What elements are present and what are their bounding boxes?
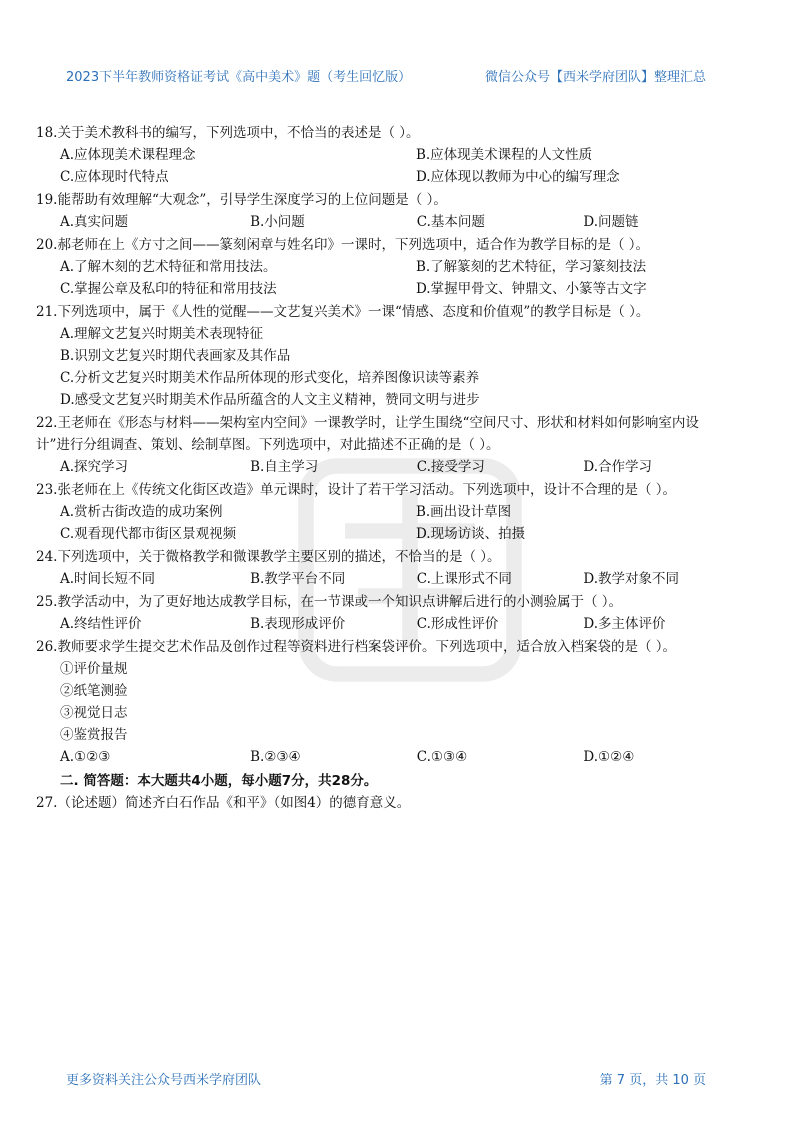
option-c: C.上课形式不同 bbox=[416, 571, 512, 587]
question-21 bbox=[36, 301, 726, 411]
question-stem: 26.教师要求学生提交艺术作品及创作过程等资料进行档案袋评价。下列选项中，适合放入档案袋的是（ ）。 bbox=[36, 639, 677, 655]
option-c: C.分析文艺复兴时期美术作品所体现的形式变化，培养图像识读等素养 bbox=[60, 370, 480, 386]
option-c: C.观看现代都市街区景观视频 bbox=[60, 526, 237, 542]
option-a: A.赏析古街改造的成功案例 bbox=[60, 504, 223, 520]
page-number: 第 7 页，共 10 页 bbox=[599, 1073, 706, 1088]
option-a: A.①②③ bbox=[60, 749, 111, 765]
question-23 bbox=[36, 479, 726, 545]
option-b: B.应体现美术课程的人文性质 bbox=[415, 147, 593, 163]
option-a: A.应体现美术课程理念 bbox=[60, 147, 196, 163]
option-b: B.自主学习 bbox=[250, 459, 319, 475]
section-heading: 二. 简答题：本大题共4小题，每小题7分，共28分。 bbox=[60, 773, 378, 789]
option-b: B.了解篆刻的艺术特征，学习篆刻技法 bbox=[415, 259, 647, 275]
option-b: B.②③④ bbox=[250, 749, 301, 765]
question-20 bbox=[36, 234, 726, 300]
option-row bbox=[36, 456, 726, 478]
option-d: D.问题链 bbox=[583, 214, 639, 230]
option-b: B.教学平台不同 bbox=[250, 571, 346, 587]
item-list bbox=[36, 658, 726, 746]
list-item: ①评价量规 bbox=[60, 661, 128, 677]
question-stem: 25.教学活动中，为了更好地达成教学目标，在一节课或一个知识点讲解后进行的小测验属于（ ）。 bbox=[36, 594, 623, 610]
option-row bbox=[36, 278, 726, 300]
page-header bbox=[66, 66, 706, 86]
option-row bbox=[36, 144, 726, 166]
option-b: B.画出设计草图 bbox=[415, 504, 512, 520]
option-c: C.应体现时代特点 bbox=[60, 169, 169, 185]
header-source: 微信公众号【西米学府团队】整理汇总 bbox=[484, 70, 706, 85]
option-row bbox=[36, 256, 726, 278]
question-22 bbox=[36, 412, 726, 478]
question-25 bbox=[36, 591, 726, 635]
list-item: ②纸笔测验 bbox=[60, 683, 128, 699]
header-title: 2023下半年教师资格证考试《高中美术》题（考生回忆版） bbox=[66, 70, 412, 85]
option-a: A.时间长短不同 bbox=[60, 571, 156, 587]
option-d: D.掌握甲骨文、钟鼎文、小篆等古文字 bbox=[415, 281, 647, 297]
option-a: A.探究学习 bbox=[60, 459, 129, 475]
question-stem: 22.王老师在《形态与材料——架构室内空间》一课教学时，让学生围绕“空间尺寸、形状和材料如何影响室内设计”进行分组调查、策划、绘制草图。下列选项中，对此描述不正确的是（ ）。 bbox=[36, 415, 699, 453]
option-d: D.合作学习 bbox=[583, 459, 652, 475]
list-item: ③视觉日志 bbox=[60, 705, 128, 721]
question-stem: 19.能帮助有效理解“大观念”，引导学生深度学习的上位问题是（ ）。 bbox=[36, 192, 447, 208]
option-d: D.教学对象不同 bbox=[583, 571, 679, 587]
question-24 bbox=[36, 546, 726, 590]
option-row bbox=[36, 746, 726, 768]
question-19 bbox=[36, 189, 726, 233]
question-stem: 24.下列选项中，关于微格教学和微课教学主要区别的描述，不恰当的是（ ）。 bbox=[36, 549, 501, 565]
option-a: A.理解文艺复兴时期美术表现特征 bbox=[60, 326, 264, 342]
option-a: A.终结性评价 bbox=[60, 616, 142, 632]
option-a: A.真实问题 bbox=[60, 214, 129, 230]
option-c: C.形成性评价 bbox=[416, 616, 499, 632]
option-c: C.接受学习 bbox=[416, 459, 485, 475]
option-d: D.现场访谈、拍摄 bbox=[415, 526, 526, 542]
option-d: D.①②④ bbox=[583, 749, 635, 765]
option-b: B.识别文艺复兴时期代表画家及其作品 bbox=[60, 348, 291, 364]
option-row bbox=[36, 211, 726, 233]
list-item: ④鉴赏报告 bbox=[60, 727, 128, 743]
page-footer bbox=[66, 1069, 706, 1089]
option-d: D.应体现以教师为中心的编写理念 bbox=[415, 169, 620, 185]
question-18 bbox=[36, 122, 726, 188]
option-a: A.了解木刻的艺术特征和常用技法。 bbox=[60, 259, 277, 275]
question-stem: 23.张老师在上《传统文化街区改造》单元课时，设计了若干学习活动。下列选项中，设计不合理的是（ ）。 bbox=[36, 482, 677, 498]
option-d: D.感受文艺复兴时期美术作品所蕴含的人文主义精神，赞同文明与进步 bbox=[60, 392, 480, 408]
question-list bbox=[36, 122, 726, 815]
question-stem: 21.下列选项中，属于《人性的觉醒——文艺复兴美术》一课“情感、态度和价值观”的教学目标是（ ）。 bbox=[36, 304, 650, 320]
option-c: C.掌握公章及私印的特征和常用技法 bbox=[60, 281, 277, 297]
option-c: C.①③④ bbox=[416, 749, 468, 765]
question-27 bbox=[36, 792, 726, 814]
option-row bbox=[36, 613, 726, 635]
option-b: B.小问题 bbox=[250, 214, 305, 230]
question-stem: 18.关于美术教科书的编写，下列选项中，不恰当的表述是（ ）。 bbox=[36, 125, 420, 141]
option-row bbox=[36, 568, 726, 590]
option-row bbox=[36, 166, 726, 188]
option-b: B.表现形成评价 bbox=[250, 616, 346, 632]
question-stem: 27.（论述题）简述齐白石作品《和平》（如图4）的德育意义。 bbox=[36, 795, 411, 811]
question-26 bbox=[36, 636, 726, 768]
option-c: C.基本问题 bbox=[416, 214, 485, 230]
question-stem: 20.郝老师在上《方寸之间——篆刻闲章与姓名印》一课时，下列选项中，适合作为教学目标的是（ ）。 bbox=[36, 237, 650, 253]
option-row bbox=[36, 501, 726, 523]
option-d: D.多主体评价 bbox=[583, 616, 666, 632]
option-row bbox=[36, 523, 726, 545]
footer-note: 更多资料关注公众号西米学府团队 bbox=[66, 1073, 262, 1088]
